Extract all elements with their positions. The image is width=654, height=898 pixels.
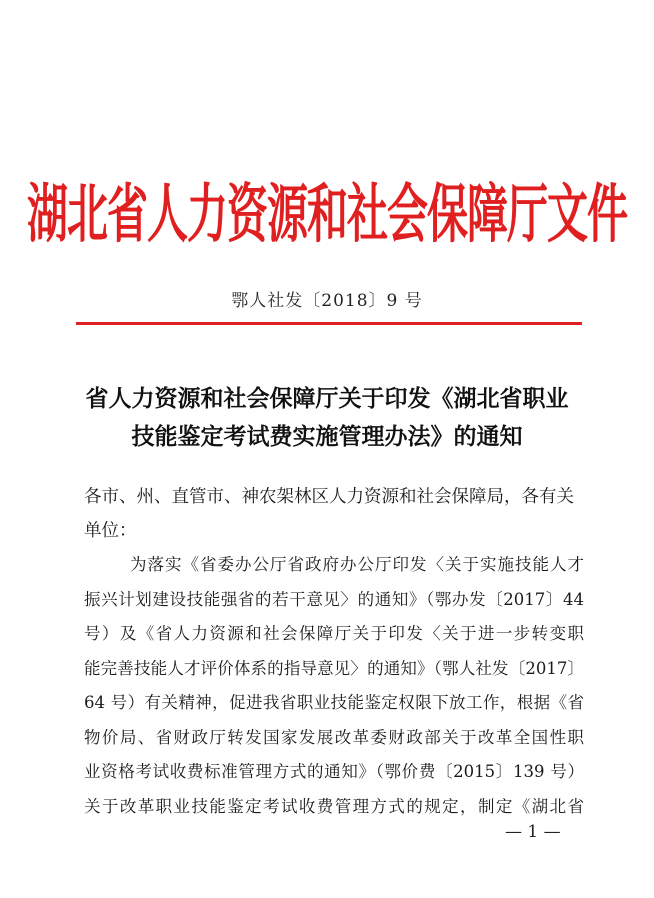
addressee bbox=[84, 480, 584, 548]
page-number: — 1 — bbox=[505, 822, 561, 842]
body-line: 为落实《省委办公厅省政府办公厅印发〈关于实施技能人才 bbox=[130, 555, 584, 574]
document-title bbox=[70, 380, 584, 456]
document-number: 鄂人社发〔2018〕9 号 bbox=[231, 291, 423, 311]
title-line: 省人力资源和社会保障厅关于印发《湖北省职业 bbox=[85, 385, 569, 412]
body-line: 业资格考试收费标准管理方式的通知》（鄂价费〔2015〕139 号） bbox=[84, 762, 584, 781]
document-masthead: 湖北省人力资源和社会保障厅文件 bbox=[27, 177, 627, 252]
body-line: 关于改革职业技能鉴定考试收费管理方式的规定，制定《湖北省 bbox=[84, 796, 584, 816]
body-line: 物价局、省财政厅转发国家发展改革委财政部关于改革全国性职 bbox=[84, 727, 584, 747]
body-line: 能完善技能人才评价体系的指导意见〉的通知》（鄂人社发〔2017〕 bbox=[84, 658, 584, 678]
addressee-line: 各市、州、直管市、神农架林区人力资源和社会保障局，各有关 bbox=[84, 487, 574, 507]
title-line: 技能鉴定考试费实施管理办法》的通知 bbox=[131, 423, 523, 450]
addressee-line: 单位： bbox=[84, 521, 137, 541]
red-divider-line bbox=[76, 322, 582, 325]
body-line: 振兴计划建设技能强省的若干意见〉的通知》（鄂办发〔2017〕44 bbox=[84, 589, 584, 609]
body-line: 号）及《省人力资源和社会保障厅关于印发〈关于进一步转变职 bbox=[84, 624, 584, 643]
body-paragraph bbox=[84, 548, 584, 824]
body-line: 64 号）有关精神，促进我省职业技能鉴定权限下放工作，根据《省 bbox=[84, 693, 584, 712]
